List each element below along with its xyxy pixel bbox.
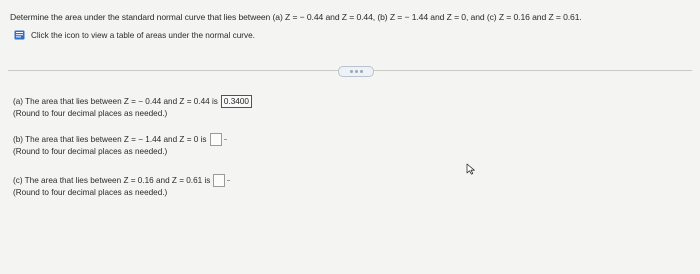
part-b: [13, 133, 227, 158]
more-dot: [355, 70, 358, 73]
part-c-prompt: (c) The area that lies between Z = 0.16 and Z = 0.61 is: [13, 175, 211, 185]
part-b-instruction: (Round to four decimal places as needed.): [13, 147, 168, 156]
part-a: [13, 95, 252, 120]
more-dot: [360, 70, 363, 73]
answer-tick: [224, 139, 227, 140]
more-dots-button[interactable]: [338, 66, 374, 77]
part-c: [13, 174, 230, 199]
answer-tick: [227, 180, 230, 181]
part-c-instruction: (Round to four decimal places as needed.): [13, 188, 168, 197]
book-icon[interactable]: [14, 30, 25, 40]
more-dots-icon: [350, 70, 353, 73]
part-a-instruction: (Round to four decimal places as needed.): [13, 109, 168, 118]
part-c-answer-input[interactable]: [213, 174, 225, 187]
mouse-cursor-icon: [466, 163, 476, 175]
table-help-row[interactable]: [14, 30, 255, 40]
question-text: Determine the area under the standard normal curve that lies between (a) Z = − 0.44 and Z = 0.44, (b) Z = − 1.44 and Z = 0, and (c) Z = 0.16 and Z = 0.61.: [10, 12, 582, 22]
part-a-answer-input[interactable]: 0.3400: [221, 95, 252, 108]
part-a-prompt: (a) The area that lies between Z = − 0.44 and Z = 0.44 is: [13, 96, 218, 106]
part-b-prompt: (b) The area that lies between Z = − 1.44 and Z = 0 is: [13, 134, 207, 144]
part-b-answer-input[interactable]: [210, 133, 222, 146]
table-help-link[interactable]: Click the icon to view a table of areas under the normal curve.: [31, 30, 255, 40]
